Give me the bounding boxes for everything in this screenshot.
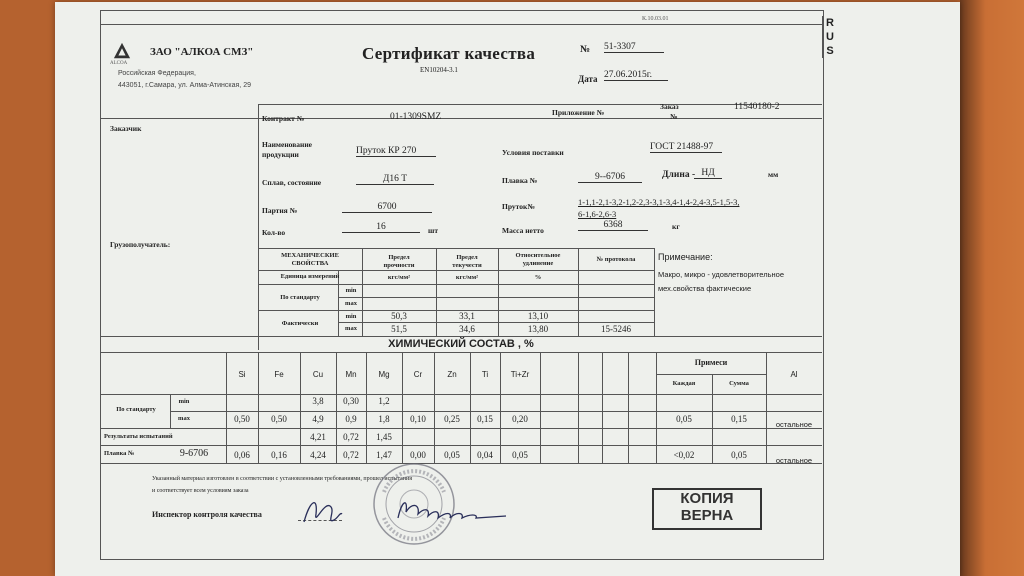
country-code: R U S	[822, 16, 837, 58]
note-line-1: Макро, микро - удовлетворительное	[658, 270, 784, 279]
bar-numbers-1: 1-1,1-2,1-3,2-1,2-2,3-3,1-3,4-1,4-2,4-3,5-1,5-3,	[578, 197, 740, 207]
alcoa-logo-icon	[113, 42, 131, 60]
certificate-number: 51-3307	[604, 42, 664, 53]
mass-value: 6368	[578, 220, 648, 231]
batch-number: 6700	[342, 202, 432, 213]
inspector-signature-icon	[300, 492, 346, 532]
certificate-date: 27.06.2015г.	[604, 70, 668, 81]
document-standard: EN10204-3.1	[420, 66, 458, 74]
customer-label: Заказчик	[110, 124, 142, 133]
document-title: Сертификат качества	[362, 44, 536, 63]
copy-verified-stamp: КОПИЯ ВЕРНА	[652, 488, 762, 530]
inspector-label: Инспектор контроля качества	[152, 510, 262, 519]
quantity-value: 16	[342, 222, 420, 233]
address-line-2: 443051, г.Самара, ул. Алма-Атинская, 29	[118, 82, 251, 89]
statement-line-2: и соответствует всем условиям заказа	[152, 488, 249, 494]
form-code: К.10.03.01	[642, 16, 669, 22]
contract-number: 01-1309SMZ	[390, 112, 442, 122]
mech-title: МЕХАНИЧЕСКИЕ СВОЙСТВА	[281, 252, 339, 267]
note-title: Примечание:	[658, 252, 713, 262]
delivery-standard: ГОСТ 21488-97	[650, 142, 722, 153]
logo-text: ALCOA	[110, 61, 128, 66]
chem-title: ХИМИЧЕСКИЙ СОСТАВ , %	[388, 338, 534, 350]
order-number: 11540180-2	[734, 102, 780, 112]
table-surface-edge	[960, 0, 1024, 576]
signature-name-icon	[394, 494, 514, 528]
melt-number: 9--6706	[578, 172, 642, 183]
note-line-2: мех.свойства фактические	[658, 284, 752, 293]
company-name: ЗАО "АЛКОА СМЗ"	[150, 46, 254, 58]
protocol-number: 15-5246	[601, 324, 631, 334]
bar-numbers-2: 6-1,6-2,6-3	[578, 209, 617, 219]
chem-melt-number: 9-6706	[179, 448, 209, 459]
length-value: НД	[694, 168, 722, 179]
product-name: Пруток КР 270	[356, 146, 436, 157]
statement-line-1: Указанный материал изготовлен в соответствии с установленными требованиями, прошел испытания	[152, 476, 413, 482]
address-line-1: Российская Федерация,	[118, 70, 196, 77]
alloy-value: Д16 Т	[356, 174, 434, 185]
consignee-label: Грузополучатель:	[110, 240, 171, 249]
